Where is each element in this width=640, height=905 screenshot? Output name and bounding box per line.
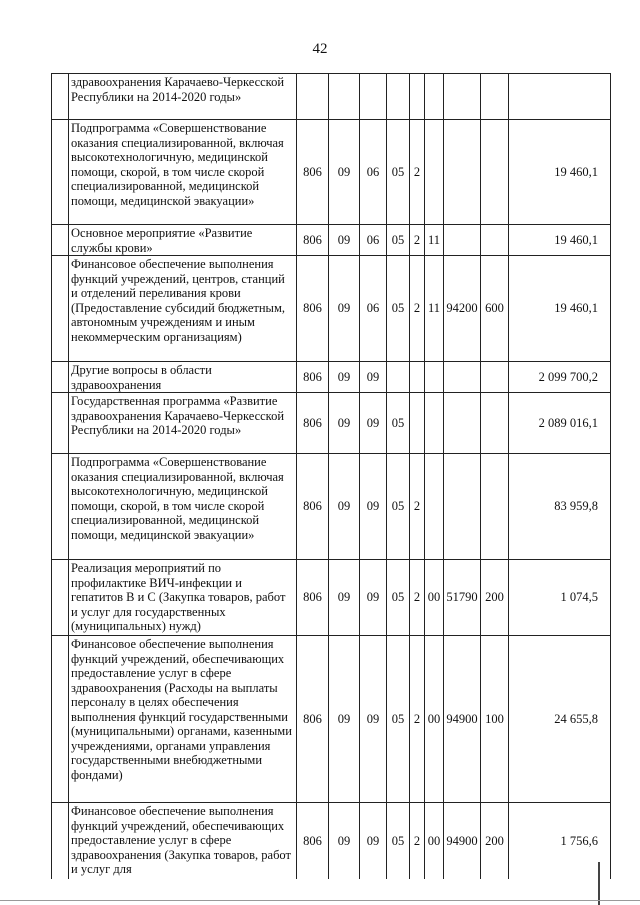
section-code: 09 xyxy=(329,393,360,454)
subsection-code: 06 xyxy=(360,120,387,225)
index-cell xyxy=(52,74,69,120)
amount: 1 074,5 xyxy=(509,560,611,636)
expense-type-code: 600 xyxy=(481,256,509,362)
section-code: 09 xyxy=(329,636,360,803)
amount xyxy=(509,74,611,120)
page-bottom-edge xyxy=(0,900,640,901)
direction-code xyxy=(444,393,481,454)
item-name: Финансовое обеспечение выполнения функций учреждений, обеспечивающих предоставление услуг в сфере здравоохранения (Расходы на выплаты персоналу в целях обеспечения выполнения функций государственными (муниципальными) органами, казенными учреждениями, органами управления государственными внебюджетными фондами) xyxy=(69,636,297,803)
activity-code xyxy=(425,454,444,560)
ministry-code: 806 xyxy=(297,803,329,879)
table-row xyxy=(52,120,611,225)
section-code: 09 xyxy=(329,120,360,225)
table-row xyxy=(52,393,611,454)
program-code: 05 xyxy=(387,225,410,256)
amount: 2 099 700,2 xyxy=(509,362,611,393)
activity-code xyxy=(425,393,444,454)
subprogram-code xyxy=(410,393,425,454)
ministry-code xyxy=(297,74,329,120)
table-row xyxy=(52,225,611,256)
subprogram-code: 2 xyxy=(410,120,425,225)
subsection-code: 09 xyxy=(360,803,387,879)
expense-type-code xyxy=(481,454,509,560)
program-code: 05 xyxy=(387,803,410,879)
subprogram-code: 2 xyxy=(410,454,425,560)
expense-type-code: 200 xyxy=(481,803,509,879)
direction-code xyxy=(444,454,481,560)
direction-code: 94900 xyxy=(444,636,481,803)
ministry-code: 806 xyxy=(297,454,329,560)
program-code: 05 xyxy=(387,393,410,454)
table-row xyxy=(52,636,611,803)
subprogram-code: 2 xyxy=(410,560,425,636)
direction-code: 51790 xyxy=(444,560,481,636)
amount: 19 460,1 xyxy=(509,120,611,225)
item-name: Основное мероприятие «Развитие службы крови» xyxy=(69,225,297,256)
subprogram-code: 2 xyxy=(410,256,425,362)
subprogram-code: 2 xyxy=(410,636,425,803)
page-number: 42 xyxy=(312,41,328,57)
subsection-code: 09 xyxy=(360,560,387,636)
table-row xyxy=(52,256,611,362)
ministry-code: 806 xyxy=(297,362,329,393)
activity-code: 00 xyxy=(425,803,444,879)
activity-code: 00 xyxy=(425,636,444,803)
activity-code xyxy=(425,362,444,393)
program-code xyxy=(387,74,410,120)
subsection-code: 06 xyxy=(360,225,387,256)
index-cell xyxy=(52,803,69,879)
activity-code: 11 xyxy=(425,225,444,256)
amount: 1 756,6 xyxy=(509,803,611,879)
program-code: 05 xyxy=(387,636,410,803)
subsection-code: 09 xyxy=(360,636,387,803)
ministry-code: 806 xyxy=(297,256,329,362)
index-cell xyxy=(52,256,69,362)
expense-type-code xyxy=(481,120,509,225)
amount: 19 460,1 xyxy=(509,225,611,256)
ministry-code: 806 xyxy=(297,636,329,803)
amount: 83 959,8 xyxy=(509,454,611,560)
program-code: 05 xyxy=(387,454,410,560)
subprogram-code xyxy=(410,362,425,393)
subsection-code: 09 xyxy=(360,454,387,560)
scan-artifact-line xyxy=(598,862,600,905)
direction-code xyxy=(444,120,481,225)
table-row xyxy=(52,362,611,393)
expense-type-code: 200 xyxy=(481,560,509,636)
section-code: 09 xyxy=(329,362,360,393)
direction-code: 94900 xyxy=(444,803,481,879)
index-cell xyxy=(52,636,69,803)
direction-code xyxy=(444,74,481,120)
direction-code xyxy=(444,362,481,393)
item-name: Финансовое обеспечение выполнения функций учреждений, обеспечивающих предоставление услуг в сфере здравоохранения (Закупка товаров, работ и услуг для xyxy=(69,803,297,879)
item-name: Подпрограмма «Совершенствование оказания специализированной, включая высокотехнологичную, медицинской помощи, скорой, в том числе скорой специализированной, медицинской помощи, медицинской эвакуации» xyxy=(69,120,297,225)
ministry-code: 806 xyxy=(297,120,329,225)
section-code: 09 xyxy=(329,803,360,879)
section-code: 09 xyxy=(329,225,360,256)
item-name: Реализация мероприятий по профилактике ВИЧ-инфекции и гепатитов В и С (Закупка товаров, работ и услуг для государственных (муниципальных) нужд) xyxy=(69,560,297,636)
subsection-code xyxy=(360,74,387,120)
amount: 2 089 016,1 xyxy=(509,393,611,454)
subsection-code: 06 xyxy=(360,256,387,362)
direction-code: 94200 xyxy=(444,256,481,362)
section-code: 09 xyxy=(329,256,360,362)
item-name: Подпрограмма «Совершенствование оказания специализированной, включая высокотехнологичную, медицинской помощи, скорой, в том числе скорой специализированной, медицинской помощи, медицинской эвакуации» xyxy=(69,454,297,560)
subsection-code: 09 xyxy=(360,393,387,454)
ministry-code: 806 xyxy=(297,393,329,454)
expense-type-code xyxy=(481,393,509,454)
index-cell xyxy=(52,225,69,256)
direction-code xyxy=(444,225,481,256)
ministry-code: 806 xyxy=(297,225,329,256)
subprogram-code: 2 xyxy=(410,225,425,256)
table-row xyxy=(52,74,611,120)
index-cell xyxy=(52,120,69,225)
item-name: Государственная программа «Развитие здравоохранения Карачаево-Черкесской Республики на 2014-2020 годы» xyxy=(69,393,297,454)
item-name: Финансовое обеспечение выполнения функций учреждений, центров, станций и отделений переливания крови (Предоставление субсидий бюджетным, автономным учреждениям и иным некоммерческим организациям) xyxy=(69,256,297,362)
activity-code xyxy=(425,120,444,225)
budget-table xyxy=(51,73,611,879)
program-code: 05 xyxy=(387,120,410,225)
index-cell xyxy=(52,393,69,454)
index-cell xyxy=(52,560,69,636)
subprogram-code: 2 xyxy=(410,803,425,879)
table-row xyxy=(52,454,611,560)
expense-type-code xyxy=(481,74,509,120)
program-code: 05 xyxy=(387,256,410,362)
program-code xyxy=(387,362,410,393)
ministry-code: 806 xyxy=(297,560,329,636)
expense-type-code xyxy=(481,362,509,393)
expense-type-code xyxy=(481,225,509,256)
subsection-code: 09 xyxy=(360,362,387,393)
item-name: здравоохранения Карачаево-Черкесской Республики на 2014-2020 годы» xyxy=(69,74,297,120)
amount: 19 460,1 xyxy=(509,256,611,362)
index-cell xyxy=(52,362,69,393)
index-cell xyxy=(52,454,69,560)
section-code xyxy=(329,74,360,120)
activity-code: 11 xyxy=(425,256,444,362)
table-row xyxy=(52,803,611,879)
section-code: 09 xyxy=(329,454,360,560)
section-code: 09 xyxy=(329,560,360,636)
item-name: Другие вопросы в области здравоохранения xyxy=(69,362,297,393)
expense-type-code: 100 xyxy=(481,636,509,803)
subprogram-code xyxy=(410,74,425,120)
program-code: 05 xyxy=(387,560,410,636)
table-row xyxy=(52,560,611,636)
activity-code xyxy=(425,74,444,120)
activity-code: 00 xyxy=(425,560,444,636)
amount: 24 655,8 xyxy=(509,636,611,803)
